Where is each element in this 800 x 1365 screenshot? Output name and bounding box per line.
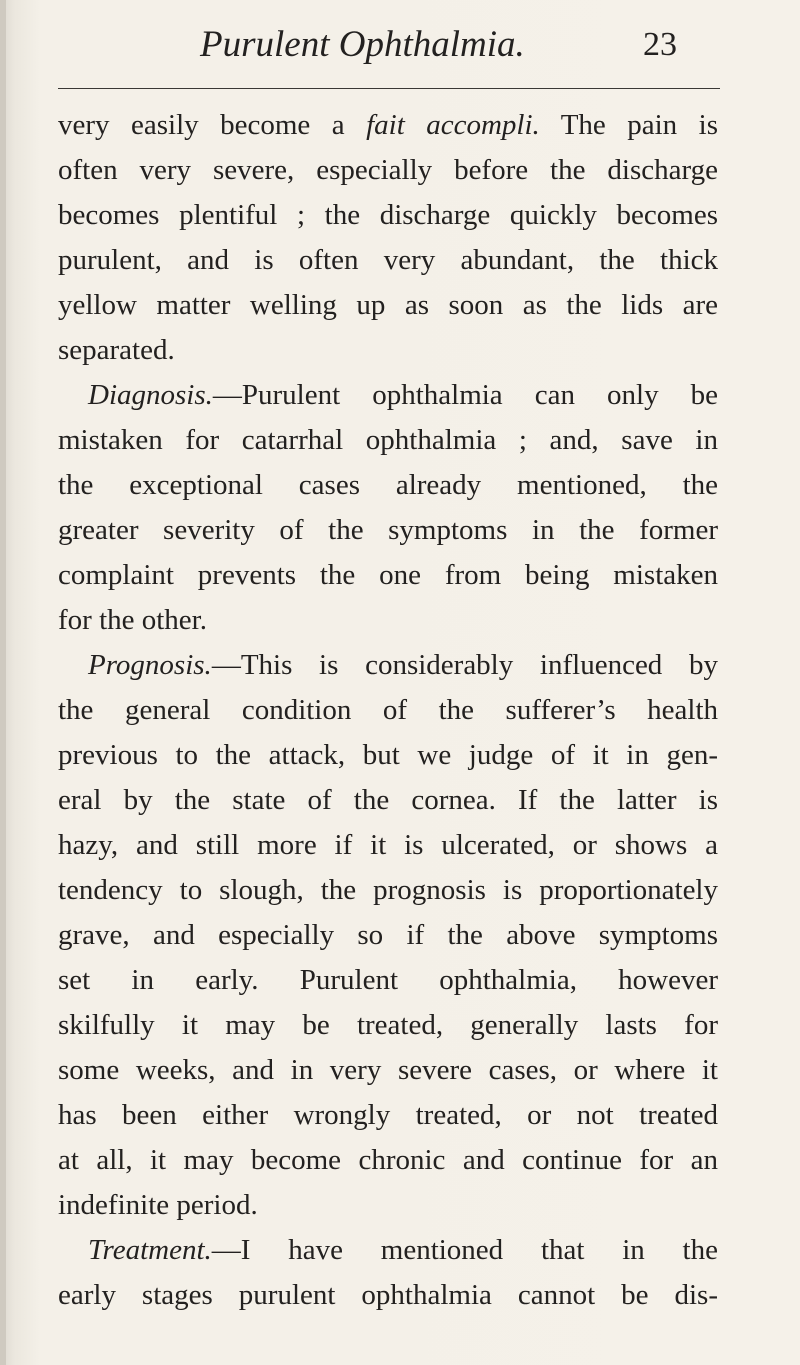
text-line: Diagnosis.—Purulent ophthalmia can only be [88, 379, 718, 411]
text-line: Prognosis.—This is considerably influenced by [88, 649, 718, 681]
section-heading-treatment: Treatment. [88, 1234, 212, 1266]
section-heading-diagnosis: Diagnosis. [88, 379, 213, 411]
page-gutter-edge [0, 0, 6, 1365]
text-line: the general condition of the sufferer’s health [58, 694, 718, 726]
text-line: indefinite period. [58, 1189, 258, 1221]
page-number: 23 [643, 26, 677, 63]
text-line: set in early. Purulent ophthalmia, however [58, 964, 718, 996]
text-line: becomes plentiful ; the discharge quickly becomes [58, 199, 718, 231]
text-line: skilfully it may be treated, generally lasts for [58, 1009, 718, 1041]
text-line: hazy, and still more if it is ulcerated, or shows a [58, 829, 718, 861]
header-rule [58, 88, 720, 89]
running-title: Purulent Ophthalmia. [200, 24, 525, 65]
text-line: complaint prevents the one from being mistaken [58, 559, 718, 591]
text-line: very easily become a fait accompli. The pain is [58, 109, 718, 141]
text-line: purulent, and is often very abundant, the thick [58, 244, 718, 276]
text-line: eral by the state of the cornea. If the latter is [58, 784, 718, 816]
text-line: yellow matter welling up as soon as the lids are [58, 289, 718, 321]
text-line: the exceptional cases already mentioned, the [58, 469, 718, 501]
text-line: early stages purulent ophthalmia cannot be dis- [58, 1279, 718, 1311]
text-line: often very severe, especially before the discharge [58, 154, 718, 186]
text-line: for the other. [58, 604, 207, 636]
text-line: some weeks, and in very severe cases, or where it [58, 1054, 718, 1086]
page-header [0, 20, 800, 80]
text-line: tendency to slough, the prognosis is proportionately [58, 874, 718, 906]
text-line: greater severity of the symptoms in the former [58, 514, 718, 546]
text-line: Treatment.—I have mentioned that in the [88, 1234, 718, 1266]
text-line: mistaken for catarrhal ophthalmia ; and, save in [58, 424, 718, 456]
text-line: separated. [58, 334, 175, 366]
text-line: at all, it may become chronic and continue for an [58, 1144, 718, 1176]
italic-phrase: fait accompli. [366, 109, 540, 141]
text-line: previous to the attack, but we judge of it in gen- [58, 739, 718, 771]
section-heading-prognosis: Prognosis. [88, 649, 212, 681]
text-line: has been either wrongly treated, or not treated [58, 1099, 718, 1131]
text-line: grave, and especially so if the above symptoms [58, 919, 718, 951]
body-text [58, 103, 718, 1318]
